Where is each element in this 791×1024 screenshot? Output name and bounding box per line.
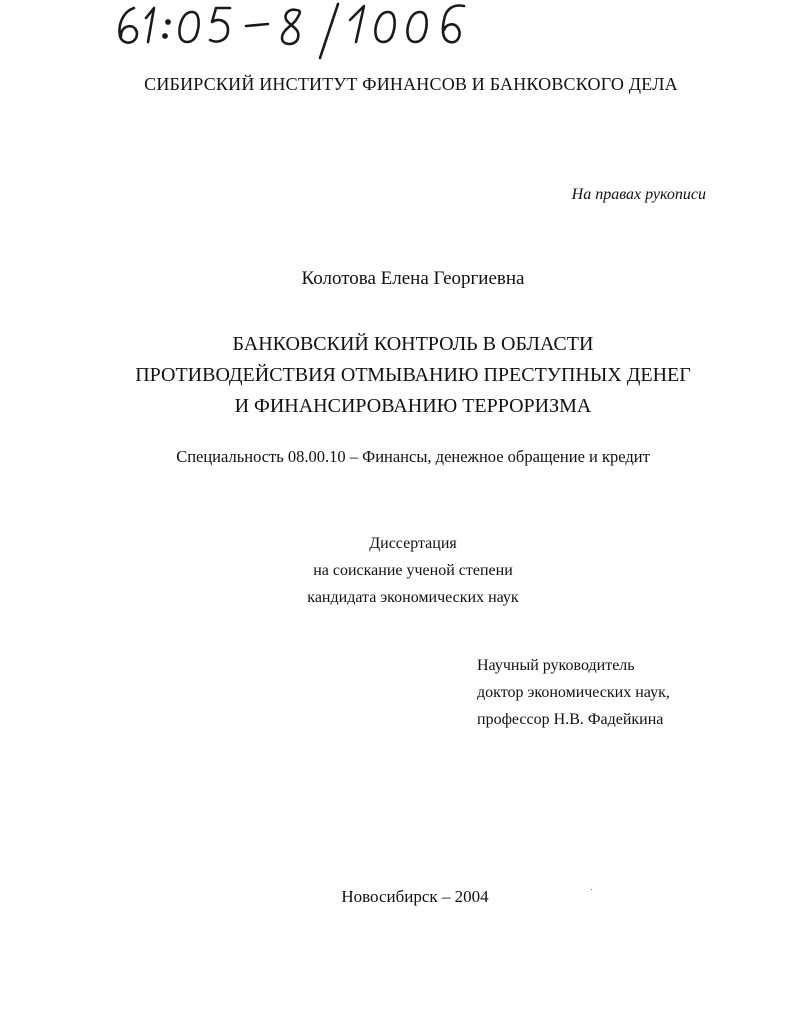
supervisor-line: Научный руководитель bbox=[477, 657, 635, 674]
handwritten-signature-drawing bbox=[112, 0, 482, 60]
scan-speck bbox=[591, 889, 592, 890]
dissertation-title bbox=[0, 329, 791, 422]
author-name: Колотова Елена Георгиевна bbox=[301, 268, 525, 289]
supervisor-line: доктор экономических наук, bbox=[477, 684, 670, 701]
manuscript-rights-note: На правах рукописи bbox=[571, 186, 706, 203]
degree-line: на соискание ученой степени bbox=[313, 562, 513, 579]
institution-name: СИБИРСКИЙ ИНСТИТУТ ФИНАНСОВ И БАНКОВСКОГО ДЕЛА bbox=[144, 74, 678, 94]
specialty-line: Специальность 08.00.10 – Финансы, денежное обращение и кредит bbox=[176, 447, 650, 466]
degree-statement bbox=[0, 530, 791, 611]
title-line: И ФИНАНСИРОВАНИЮ ТЕРРОРИЗМА bbox=[234, 395, 592, 417]
title-line: БАНКОВСКИЙ КОНТРОЛЬ В ОБЛАСТИ bbox=[232, 333, 594, 355]
degree-line: кандидата экономических наук bbox=[307, 589, 519, 606]
supervisor-block bbox=[477, 652, 670, 733]
place-and-year: Новосибирск – 2004 bbox=[341, 887, 489, 906]
supervisor-line: профессор Н.В. Фадейкина bbox=[477, 711, 664, 728]
degree-line: Диссертация bbox=[369, 535, 457, 552]
handwritten-archive-number bbox=[112, 0, 482, 60]
title-line: ПРОТИВОДЕЙСТВИЯ ОТМЫВАНИЮ ПРЕСТУПНЫХ ДЕНЕГ bbox=[135, 364, 691, 386]
